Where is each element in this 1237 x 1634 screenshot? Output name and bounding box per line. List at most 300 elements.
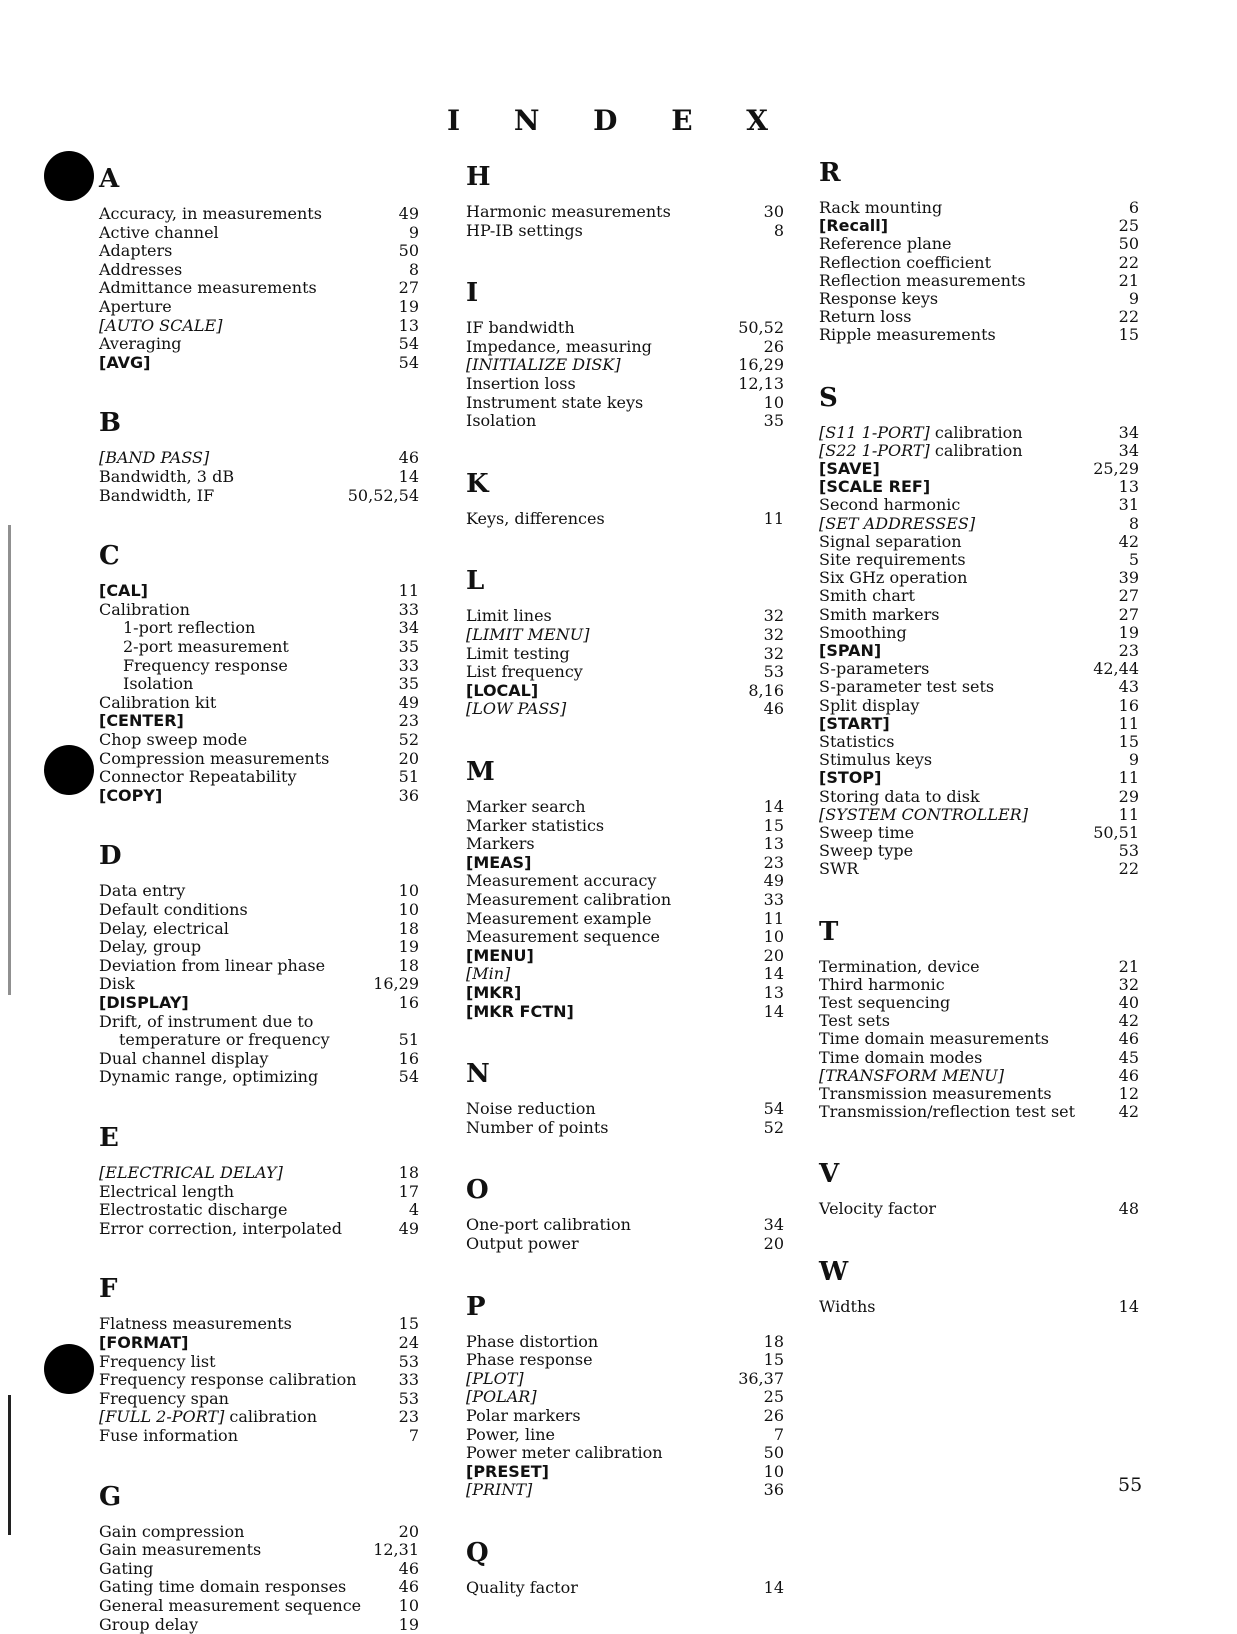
term-text: Site requirements [819, 550, 966, 569]
index-entry [99, 278, 419, 297]
page-reference: 34 [1118, 441, 1139, 460]
index-term [819, 750, 932, 769]
index-entry [819, 1084, 1139, 1103]
section-letter-n: N [466, 1059, 490, 1090]
index-term [99, 974, 135, 993]
index-entry [466, 964, 784, 983]
page-reference: 36,37 [738, 1369, 784, 1388]
index-term [819, 993, 950, 1012]
term-text: IF bandwidth [466, 318, 575, 337]
term-text: Rack mounting [819, 198, 943, 217]
index-term [466, 1099, 596, 1118]
page-reference: 49 [398, 1219, 419, 1238]
term-text: Reference plane [819, 234, 952, 253]
section-letter-c: C [99, 541, 120, 572]
page-reference: 34 [398, 618, 419, 637]
index-term [99, 448, 209, 467]
term-text: Measurement accuracy [466, 871, 657, 890]
key-name: [START] [819, 714, 890, 733]
term-text: Signal separation [819, 532, 962, 551]
index-term [119, 1030, 330, 1049]
index-term [99, 1370, 357, 1389]
index-term [466, 1350, 593, 1369]
index-entry [819, 659, 1139, 678]
term-text: General measurement sequence [99, 1596, 362, 1615]
term-text: Electrical length [99, 1182, 234, 1201]
section-letter-m: M [466, 757, 495, 787]
index-term [466, 1425, 555, 1444]
index-entry [99, 749, 419, 768]
index-entry [99, 353, 419, 372]
index-term [99, 1333, 188, 1352]
term-text: Phase response [466, 1350, 593, 1369]
term-text: Error correction, interpolated [99, 1219, 342, 1238]
softkey-name: [SYSTEM CONTROLLER] [819, 805, 1028, 824]
index-entry [466, 374, 784, 393]
page-reference: 18 [398, 1163, 419, 1182]
index-term [466, 1443, 663, 1462]
page-reference: 26 [763, 337, 784, 356]
page-reference: 25 [763, 1387, 784, 1406]
term-text: Measurement calibration [466, 890, 672, 909]
page-reference: 15 [763, 816, 784, 835]
index-term [99, 1012, 313, 1031]
index-term [466, 927, 660, 946]
section-letter-p: P [466, 1291, 486, 1322]
page-reference: 53 [763, 662, 784, 681]
page-reference: 43 [1118, 677, 1139, 696]
index-term [123, 674, 193, 693]
term-text: Deviation from linear phase [99, 956, 326, 975]
index-entry [99, 600, 419, 619]
index-term [99, 1182, 234, 1201]
term-text: Smoothing [819, 623, 907, 642]
term-suffix: calibration [224, 1407, 318, 1426]
page-reference: 10 [398, 1596, 419, 1615]
index-term [99, 260, 182, 279]
index-term [99, 881, 185, 900]
index-entry [819, 514, 1139, 533]
section-letter-l: L [466, 566, 485, 597]
page-reference: 32 [763, 644, 784, 663]
index-entry [819, 805, 1139, 824]
page-reference: 36 [398, 786, 419, 805]
index-entry [819, 750, 1139, 769]
index-term [466, 355, 621, 374]
index-entry [466, 644, 784, 663]
index-term [99, 937, 201, 956]
index-term [819, 216, 888, 235]
index-entry [819, 1297, 1139, 1316]
section-letter-q: Q [466, 1538, 489, 1568]
index-term [819, 1048, 982, 1067]
term-text: Velocity factor [819, 1199, 937, 1218]
page-reference: 15 [398, 1314, 419, 1333]
index-entry [819, 605, 1139, 624]
index-term [99, 1200, 287, 1219]
index-entry [819, 1011, 1139, 1030]
page-reference: 9 [1128, 750, 1139, 769]
term-text: Gain measurements [99, 1540, 262, 1559]
page-reference: 7 [773, 1425, 784, 1444]
term-text: Measurement example [466, 909, 652, 928]
index-term [99, 956, 325, 975]
index-term [819, 841, 913, 860]
softkey-name: [POLAR] [466, 1387, 537, 1406]
index-entry [466, 681, 784, 700]
index-term [99, 1426, 238, 1445]
term-text: Markers [466, 834, 535, 853]
page-number: 55 [1118, 1474, 1143, 1496]
index-entry [466, 411, 784, 430]
page-reference: 14 [398, 467, 419, 486]
index-term [819, 289, 938, 308]
page-reference: 33 [398, 600, 419, 619]
section-letter-d: D [99, 841, 122, 872]
index-entry [819, 641, 1139, 660]
page-reference: 46 [1118, 1029, 1139, 1048]
index-entry [466, 337, 784, 356]
term-text: Addresses [99, 260, 183, 279]
term-text: Power, line [466, 1425, 555, 1444]
softkey-name: [AUTO SCALE] [99, 316, 223, 335]
page-reference: 29 [1118, 787, 1139, 806]
page-reference: 19 [398, 1615, 419, 1634]
term-text: Adapters [99, 241, 173, 260]
index-term [819, 459, 880, 478]
index-entry [466, 1387, 784, 1406]
key-name: [COPY] [99, 786, 163, 805]
page-reference: 20 [763, 1234, 784, 1253]
term-text: Disk [99, 974, 135, 993]
index-entry [819, 253, 1139, 272]
index-term [819, 823, 914, 842]
page-reference: 34 [763, 1215, 784, 1234]
page-reference: 21 [1118, 271, 1139, 290]
term-text: Compression measurements [99, 749, 330, 768]
index-entry [99, 260, 419, 279]
index-entry [466, 834, 784, 853]
softkey-name: [S11 1-PORT] [819, 423, 930, 442]
term-text: Flatness measurements [99, 1314, 292, 1333]
page-reference: 20 [763, 946, 784, 965]
index-entry [99, 1596, 419, 1615]
index-term [819, 532, 962, 551]
index-entry [819, 216, 1139, 235]
index-term [99, 223, 219, 242]
index-entry [466, 946, 784, 965]
index-entry [99, 486, 419, 505]
page-reference: 46 [398, 448, 419, 467]
key-name: [PRESET] [466, 1462, 549, 1481]
index-entry [819, 495, 1139, 514]
index-entry [819, 1048, 1139, 1067]
key-name: [STOP] [819, 768, 882, 787]
page-reference: 15 [1118, 325, 1139, 344]
index-entry [99, 204, 419, 223]
index-entry [99, 1370, 419, 1389]
index-entry [466, 1002, 784, 1021]
index-term [99, 749, 329, 768]
key-name: [CENTER] [99, 711, 184, 730]
index-entry [99, 1163, 419, 1182]
index-entry [99, 1522, 419, 1541]
page-reference: 36 [763, 1480, 784, 1499]
index-entry [99, 786, 419, 805]
term-text: Gain compression [99, 1522, 245, 1541]
index-term [99, 730, 247, 749]
index-term [466, 871, 656, 890]
section-letter-s: S [819, 382, 838, 413]
page-reference: 54 [763, 1099, 784, 1118]
index-entry [99, 767, 419, 786]
term-text: Quality factor [466, 1578, 578, 1597]
term-text: Delay, group [99, 937, 202, 956]
index-term [466, 681, 538, 700]
page-reference: 25,29 [1093, 459, 1139, 478]
index-entry [99, 730, 419, 749]
key-name: [CAL] [99, 581, 148, 600]
page-reference: 14 [763, 1578, 784, 1597]
term-text: Limit testing [466, 644, 570, 663]
section-letter-r: R [819, 158, 841, 188]
page-reference: 19 [398, 937, 419, 956]
term-text: Isolation [123, 674, 194, 693]
page-reference: 14 [1118, 1297, 1139, 1316]
index-term [819, 441, 1023, 460]
index-entry [819, 957, 1139, 976]
index-entry [99, 581, 419, 600]
page-reference: 12,31 [373, 1540, 419, 1559]
key-name: [Recall] [819, 216, 889, 235]
page-reference: 18 [398, 919, 419, 938]
index-term [466, 606, 552, 625]
index-term [99, 1407, 317, 1426]
index-term [99, 919, 229, 938]
term-text: Admittance measurements [99, 278, 317, 297]
index-entry [99, 1314, 419, 1333]
index-entry [466, 1425, 784, 1444]
page-reference: 27 [398, 278, 419, 297]
section-letter-a: A [99, 164, 120, 194]
page-reference: 11 [763, 509, 784, 528]
index-entry [99, 467, 419, 486]
index-entry [466, 1443, 784, 1462]
index-term [819, 768, 881, 787]
softkey-name: [FULL 2-PORT] [99, 1407, 225, 1426]
index-term [466, 393, 643, 412]
index-term [466, 1234, 579, 1253]
index-entry [466, 1462, 784, 1481]
term-text: Active channel [99, 223, 219, 242]
index-entry [819, 271, 1139, 290]
index-term [99, 581, 148, 600]
page-reference: 52 [398, 730, 419, 749]
index-entry [819, 732, 1139, 751]
index-entry [99, 1426, 419, 1445]
index-entry [466, 1332, 784, 1351]
index-entry [466, 1578, 784, 1597]
page-reference: 32 [763, 606, 784, 625]
index-entry [819, 623, 1139, 642]
term-text: Test sequencing [819, 993, 951, 1012]
term-text: Accuracy, in measurements [99, 204, 322, 223]
page-reference: 52 [763, 1118, 784, 1137]
page-reference: 30 [763, 202, 784, 221]
term-text: Output power [466, 1234, 579, 1253]
index-entry [99, 316, 419, 335]
page-reference: 11 [1118, 768, 1139, 787]
term-text: Statistics [819, 732, 895, 751]
page-reference: 27 [1118, 586, 1139, 605]
key-name: [LOCAL] [466, 681, 539, 700]
index-term [99, 1596, 361, 1615]
index-entry [99, 448, 419, 467]
binder-hole-top [44, 151, 94, 201]
page-reference: 16 [398, 1049, 419, 1068]
term-text: Second harmonic [819, 495, 961, 514]
page-reference: 4 [408, 1200, 419, 1219]
index-entry [99, 937, 419, 956]
index-term [466, 1387, 537, 1406]
index-entry [466, 871, 784, 890]
section-letter-f: F [99, 1274, 118, 1305]
index-term [99, 600, 190, 619]
index-entry [819, 859, 1139, 878]
index-term [99, 1577, 346, 1596]
term-text: Data entry [99, 881, 186, 900]
index-term [819, 623, 907, 642]
page-reference: 17 [398, 1182, 419, 1201]
index-term [99, 786, 162, 805]
index-entry [99, 1407, 419, 1426]
term-text: Termination, device [819, 957, 980, 976]
term-text: Isolation [466, 411, 537, 430]
index-entry [99, 1559, 419, 1578]
page-reference: 6 [1128, 198, 1139, 217]
softkey-name: [PRINT] [466, 1480, 533, 1499]
term-text: Frequency span [99, 1389, 229, 1408]
index-entry [466, 1215, 784, 1234]
page-reference: 19 [1118, 623, 1139, 642]
term-text: Dynamic range, optimizing [99, 1067, 319, 1086]
index-term [466, 1462, 549, 1481]
key-name: [AVG] [99, 353, 151, 372]
index-entry [819, 459, 1139, 478]
index-entry [99, 974, 419, 993]
section-letter-g: G [99, 1481, 122, 1512]
index-term [99, 900, 248, 919]
index-entry [819, 1102, 1139, 1121]
term-text: Phase distortion [466, 1332, 599, 1351]
term-text: Third harmonic [819, 975, 945, 994]
term-text: Transmission measurements [819, 1084, 1052, 1103]
page-reference: 10 [398, 881, 419, 900]
index-term [819, 307, 911, 326]
index-term [819, 271, 1026, 290]
index-term [819, 1199, 936, 1218]
index-term [99, 486, 214, 505]
term-text: Return loss [819, 307, 912, 326]
index-term [819, 1029, 1049, 1048]
index-term [466, 662, 583, 681]
term-text: Frequency response [123, 656, 288, 675]
page-reference: 8 [773, 221, 784, 240]
softkey-name: [LOW PASS] [466, 699, 567, 718]
index-term [466, 318, 575, 337]
page-reference: 9 [408, 223, 419, 242]
index-term [819, 1297, 875, 1316]
index-term [466, 337, 652, 356]
page-reference: 35 [398, 674, 419, 693]
key-name: [SCALE REF] [819, 477, 931, 496]
index-term [819, 659, 929, 678]
term-text: Reflection coefficient [819, 253, 992, 272]
page-reference: 23 [398, 1407, 419, 1426]
softkey-name: [SET ADDRESSES] [819, 514, 976, 533]
page-reference: 13 [1118, 477, 1139, 496]
index-entry [466, 816, 784, 835]
term-text: 1-port reflection [123, 618, 256, 637]
index-entry [99, 223, 419, 242]
index-entry [99, 693, 419, 712]
key-name: [FORMAT] [99, 1333, 189, 1352]
index-term [466, 1406, 581, 1425]
index-entry [99, 241, 419, 260]
index-term [466, 853, 531, 872]
term-text: Marker statistics [466, 816, 605, 835]
term-text: Keys, differences [466, 509, 605, 528]
index-term [123, 618, 255, 637]
index-term [99, 278, 317, 297]
key-name: [SPAN] [819, 641, 882, 660]
index-entry [466, 1369, 784, 1388]
page-reference: 16 [398, 993, 419, 1012]
index-term [99, 993, 189, 1012]
page-reference: 33 [763, 890, 784, 909]
term-text: S-parameter test sets [819, 677, 995, 696]
index-entry [819, 1199, 1139, 1218]
term-text: One-port calibration [466, 1215, 631, 1234]
page-reference: 50,52 [738, 318, 784, 337]
binding-mark [8, 1395, 11, 1535]
index-term [819, 568, 967, 587]
page-reference: 8 [1128, 514, 1139, 533]
term-text: Time domain measurements [819, 1029, 1050, 1048]
page-title: I N D E X [446, 104, 791, 137]
page-reference: 51 [398, 1030, 419, 1049]
page-reference: 10 [763, 1462, 784, 1481]
index-entry [819, 532, 1139, 551]
page-reference: 18 [398, 956, 419, 975]
index-entry [819, 198, 1139, 217]
term-text: Harmonic measurements [466, 202, 671, 221]
index-entry [466, 509, 784, 528]
index-term [819, 641, 881, 660]
page-reference: 26 [763, 1406, 784, 1425]
index-entry [99, 1540, 419, 1559]
page-reference: 11 [1118, 714, 1139, 733]
page-reference: 33 [398, 1370, 419, 1389]
page-reference: 16,29 [373, 974, 419, 993]
page-reference: 18 [763, 1332, 784, 1351]
index-term [819, 1066, 1004, 1085]
binding-mark [8, 525, 11, 995]
index-entry [99, 1182, 419, 1201]
index-entry [99, 334, 419, 353]
page-reference: 15 [1118, 732, 1139, 751]
index-entry [819, 677, 1139, 696]
